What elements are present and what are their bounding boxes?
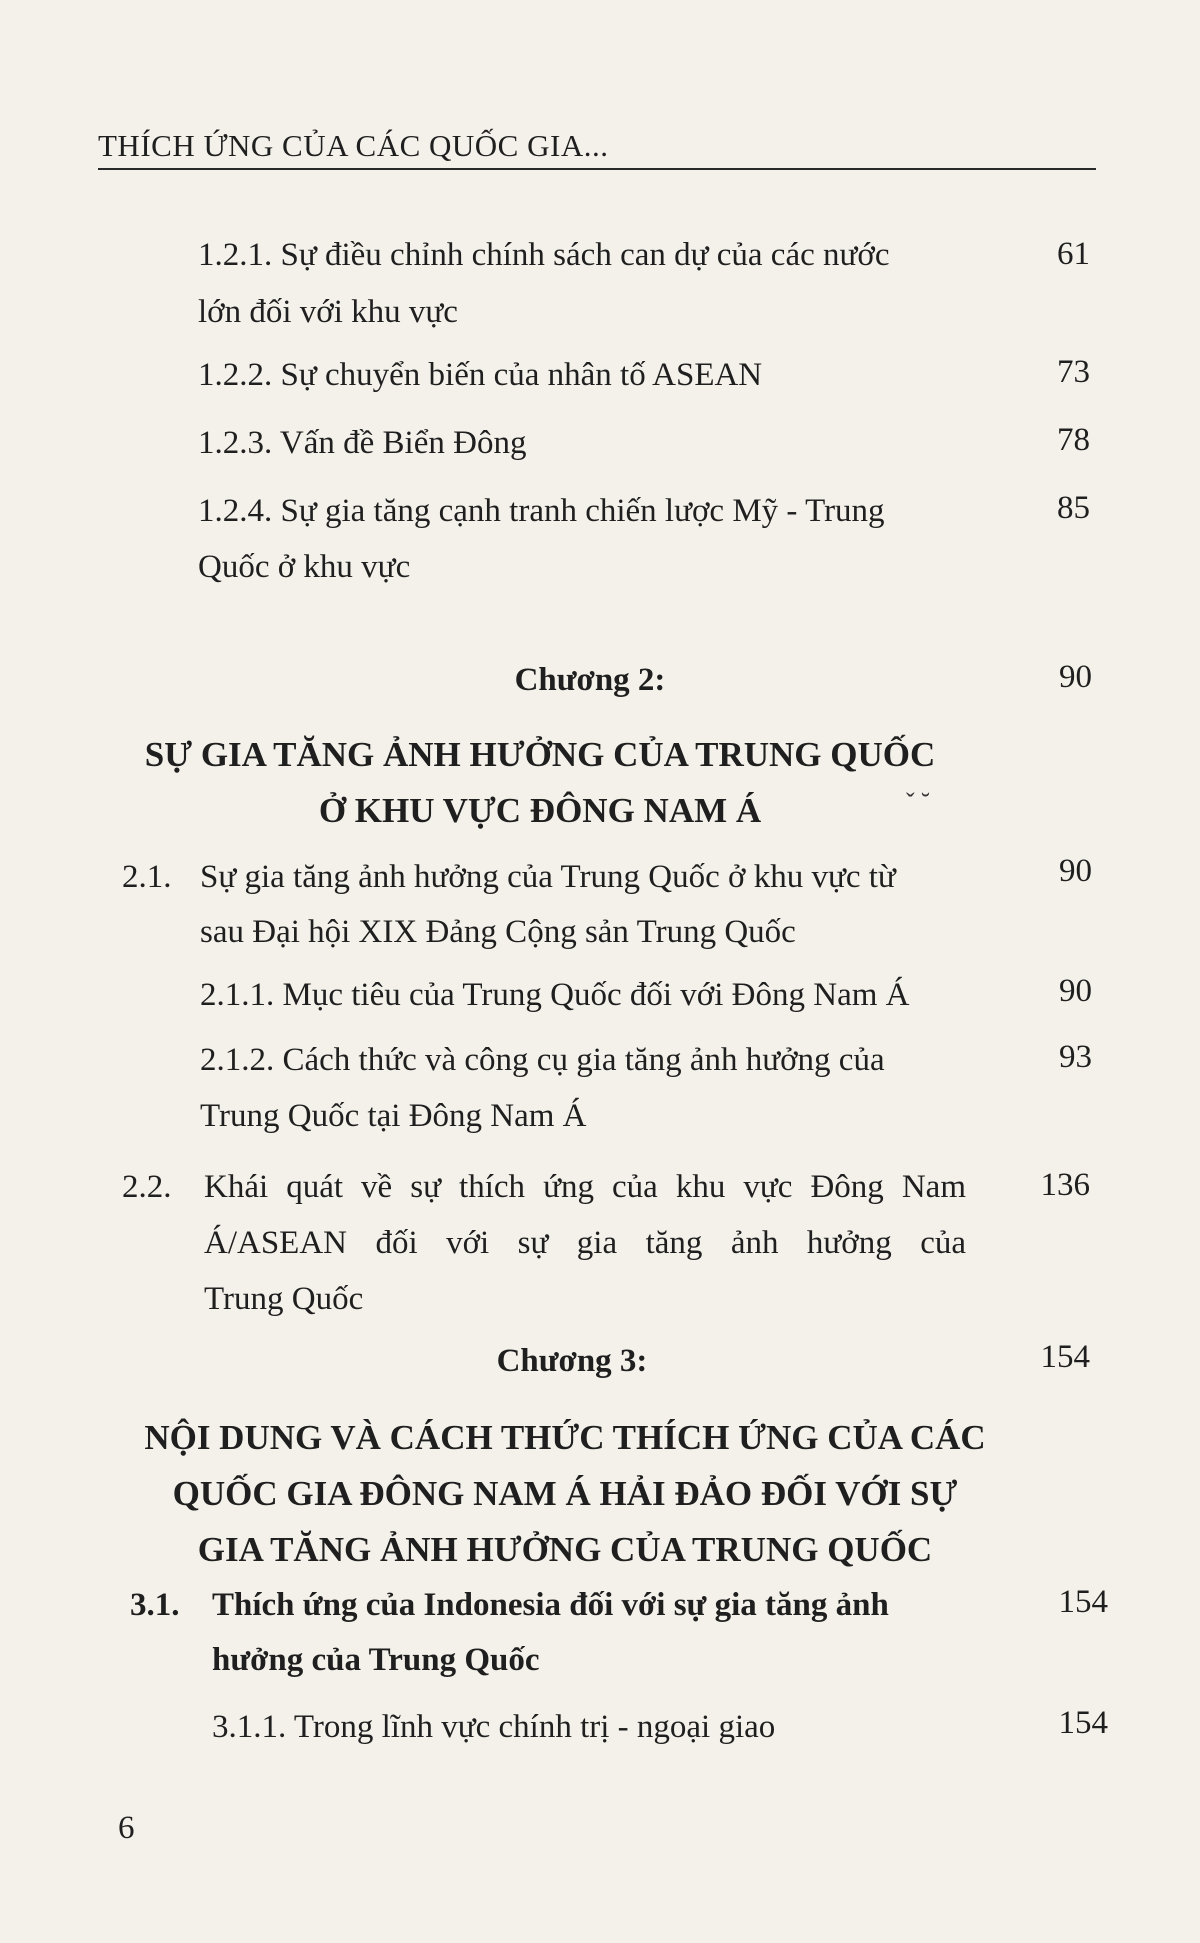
toc-entry-title: Trong lĩnh vực chính trị - ngoại giao <box>293 1709 776 1745</box>
toc-entry-title: Khái quát về sự thích ứng của khu vực Đông Nam <box>204 1169 966 1205</box>
chapter-title-line: NỘI DUNG VÀ CÁCH THỨC THÍCH ỨNG CỦA CÁC <box>144 1418 986 1457</box>
page-folio: 6 <box>118 1810 135 1846</box>
toc-entry-number: 1.2.2. <box>198 357 273 393</box>
toc-entry-title-cont: sau Đại hội XIX Đảng Cộng sản Trung Quốc <box>200 914 796 950</box>
toc-entry-text <box>198 484 885 538</box>
toc-page-number: 90 <box>1059 853 1092 889</box>
toc-entry-text <box>200 968 909 1022</box>
toc-entry-title: Vấn đề Biển Đông <box>279 425 527 461</box>
toc-entry-number: 1.2.3. <box>198 425 273 461</box>
chapter-title-line: QUỐC GIA ĐÔNG NAM Á HẢI ĐẢO ĐỐI VỚI SỰ <box>172 1474 958 1513</box>
toc-page-number: 90 <box>1059 973 1092 1009</box>
running-head: THÍCH ỨNG CỦA CÁC QUỐC GIA... <box>98 128 609 163</box>
toc-page-number: 154 <box>1058 1584 1108 1620</box>
stray-mark: ˇ ˘ <box>906 788 930 817</box>
toc-entry-number: 2.1.1. <box>200 977 275 1013</box>
toc-entry-text <box>198 228 889 282</box>
toc-entry-text <box>198 348 762 402</box>
chapter-title-line: GIA TĂNG ẢNH HƯỞNG CỦA TRUNG QUỐC <box>197 1530 933 1569</box>
header-rule <box>98 168 1096 170</box>
toc-entry-title-cont: Quốc ở khu vực <box>198 549 411 585</box>
toc-page-number: 85 <box>1057 490 1090 526</box>
toc-entry-title: Sự gia tăng cạnh tranh chiến lược Mỹ - Trung <box>280 493 885 529</box>
toc-page-number: 61 <box>1057 236 1090 272</box>
toc-entry-title: Sự chuyển biến của nhân tố ASEAN <box>280 357 763 393</box>
toc-entry-title-cont: lớn đối với khu vực <box>198 294 458 330</box>
chapter-page-number: 154 <box>1040 1339 1090 1375</box>
toc-entry-title-cont: Trung Quốc <box>204 1281 364 1317</box>
toc-page-number: 136 <box>1040 1167 1090 1203</box>
toc-entry-text <box>200 1033 885 1087</box>
toc-entry-title: Mục tiêu của Trung Quốc đối với Đông Nam Á <box>282 977 910 1013</box>
toc-entry-title-cont: Trung Quốc tại Đông Nam Á <box>200 1098 587 1134</box>
toc-page-number: 154 <box>1058 1705 1108 1741</box>
toc-page-number: 78 <box>1057 422 1090 458</box>
chapter-title-line: SỰ GIA TĂNG ẢNH HƯỞNG CỦA TRUNG QUỐC <box>144 735 936 774</box>
toc-entry-title: Sự gia tăng ảnh hưởng của Trung Quốc ở khu vực từ <box>200 859 896 895</box>
toc-entry-text <box>212 1700 775 1754</box>
toc-entry-number: 1.2.1. <box>198 237 273 273</box>
toc-page-number: 73 <box>1057 354 1090 390</box>
chapter-page-number: 90 <box>1059 659 1092 695</box>
toc-entry-text <box>198 416 526 470</box>
toc-entry-title-cont: Á/ASEAN đối với sự gia tăng ảnh hưởng của <box>204 1225 966 1261</box>
toc-entry-title-cont: hưởng của Trung Quốc <box>212 1642 540 1678</box>
toc-entry-number: 3.1. <box>130 1587 180 1623</box>
chapter-label: Chương 3: <box>496 1343 648 1379</box>
toc-entry-number: 1.2.4. <box>198 493 273 529</box>
toc-entry-title: Cách thức và công cụ gia tăng ảnh hưởng của <box>282 1042 885 1078</box>
toc-entry-number: 2.2. <box>122 1169 172 1205</box>
toc-entry-title: Sự điều chỉnh chính sách can dự của các nước <box>280 237 890 273</box>
toc-page-number: 93 <box>1059 1039 1092 1075</box>
toc-entry-number: 2.1.2. <box>200 1042 275 1078</box>
toc-entry-title: Thích ứng của Indonesia đối với sự gia tăng ảnh <box>212 1587 889 1623</box>
toc-entry-number: 2.1. <box>122 859 172 895</box>
chapter-label: Chương 2: <box>514 662 666 698</box>
toc-entry-number: 3.1.1. <box>212 1709 287 1745</box>
chapter-title-line: Ở KHU VỰC ĐÔNG NAM Á <box>318 791 762 830</box>
